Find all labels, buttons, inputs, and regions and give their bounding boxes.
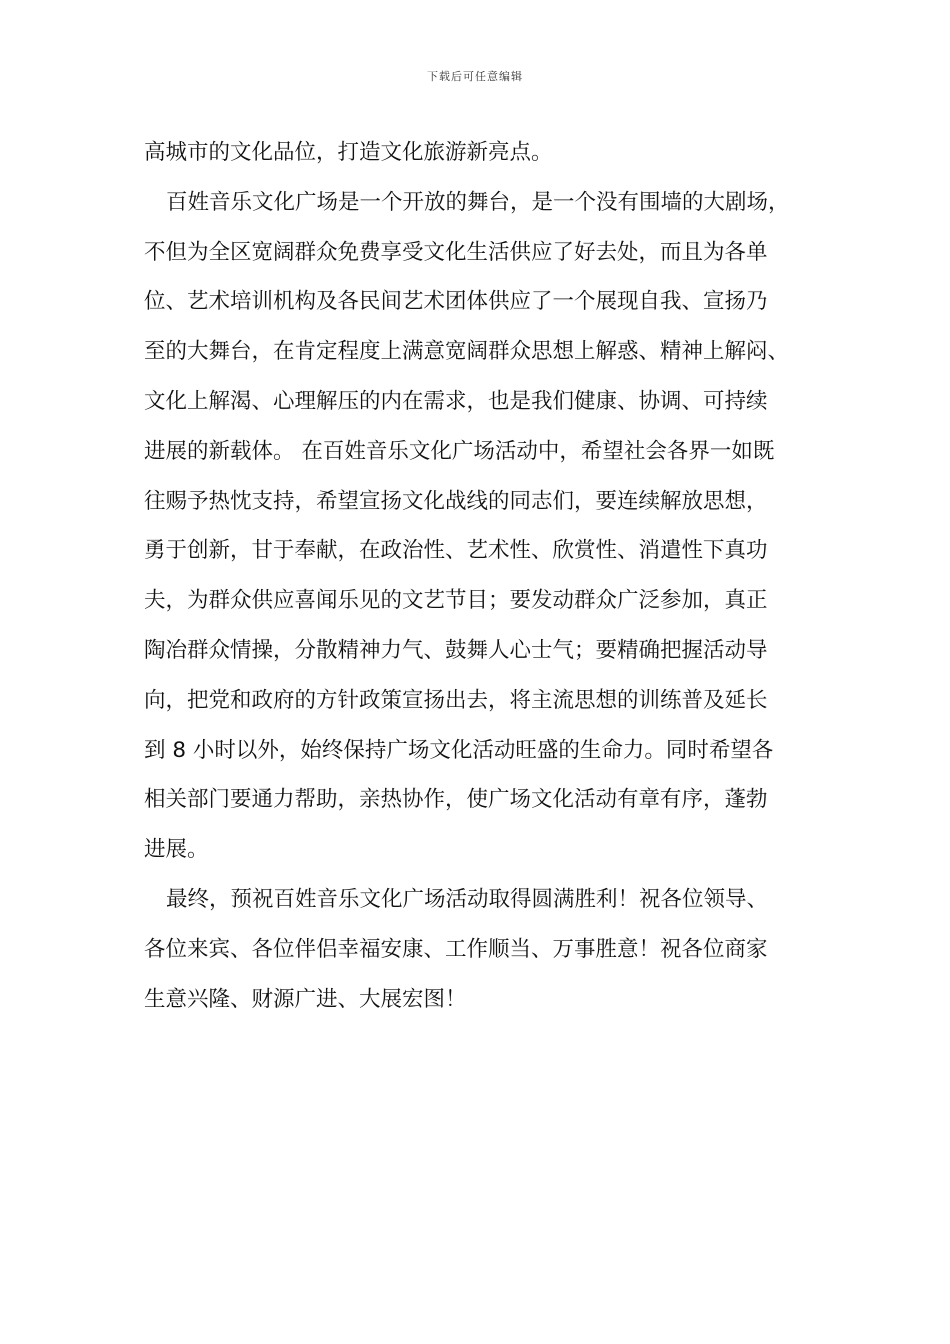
text-line: 到 8 小时以外，始终保持广场文化活动旺盛的生命力。同时希望各 xyxy=(144,737,774,763)
text-line: 不但为全区宽阔群众免费享受文化生活供应了好去处，而且为各单 xyxy=(144,239,768,265)
page-header: 下载后可任意编辑 xyxy=(427,70,523,83)
text-line: 往赐予热忱支持，希望宣扬文化战线的同志们，要连续解放思想， xyxy=(144,488,768,514)
text-line: 各位来宾、各位伴侣幸福安康、工作顺当、万事胜意！祝各位商家 xyxy=(144,936,768,962)
text-line: 进展的新载体。 在百姓音乐文化广场活动中，希望社会各界一如既 xyxy=(144,438,775,464)
text-line: 进展。 xyxy=(144,837,209,863)
text-line: 陶冶群众情操，分散精神力气、鼓舞人心士气；要精确把握活动导 xyxy=(144,637,768,663)
text-line: 向，把党和政府的方针政策宣扬出去，将主流思想的训练普及延长 xyxy=(144,687,768,713)
paragraph-start-line: 百姓音乐文化广场是一个开放的舞台，是一个没有围墙的大剧场， xyxy=(166,189,790,215)
text-line: 高城市的文化品位，打造文化旅游新亮点。 xyxy=(144,140,553,165)
text-line: 勇于创新，甘于奉献，在政治性、艺术性、欣赏性、消遣性下真功 xyxy=(144,538,768,564)
text-line: 相关部门要通力帮助，亲热协作，使广场文化活动有章有序，蓬勃 xyxy=(144,787,768,813)
text-line: 至的大舞台，在肯定程度上满意宽阔群众思想上解惑、精神上解闷、 xyxy=(144,339,790,365)
text-line: 夫，为群众供应喜闻乐见的文艺节目；要发动群众广泛参加，真正 xyxy=(144,588,768,614)
document-body xyxy=(144,128,834,1024)
text-line: 文化上解渴、心理解压的内在需求，也是我们健康、协调、可持续 xyxy=(144,388,768,414)
text-line: 位、艺术培训机构及各民间艺术团体供应了一个展现自我、宣扬乃 xyxy=(144,289,768,315)
paragraph-start-line: 最终，预祝百姓音乐文化广场活动取得圆满胜利！祝各位领导、 xyxy=(166,886,769,912)
text-line: 生意兴隆、财源广进、大展宏图！ xyxy=(144,986,467,1012)
